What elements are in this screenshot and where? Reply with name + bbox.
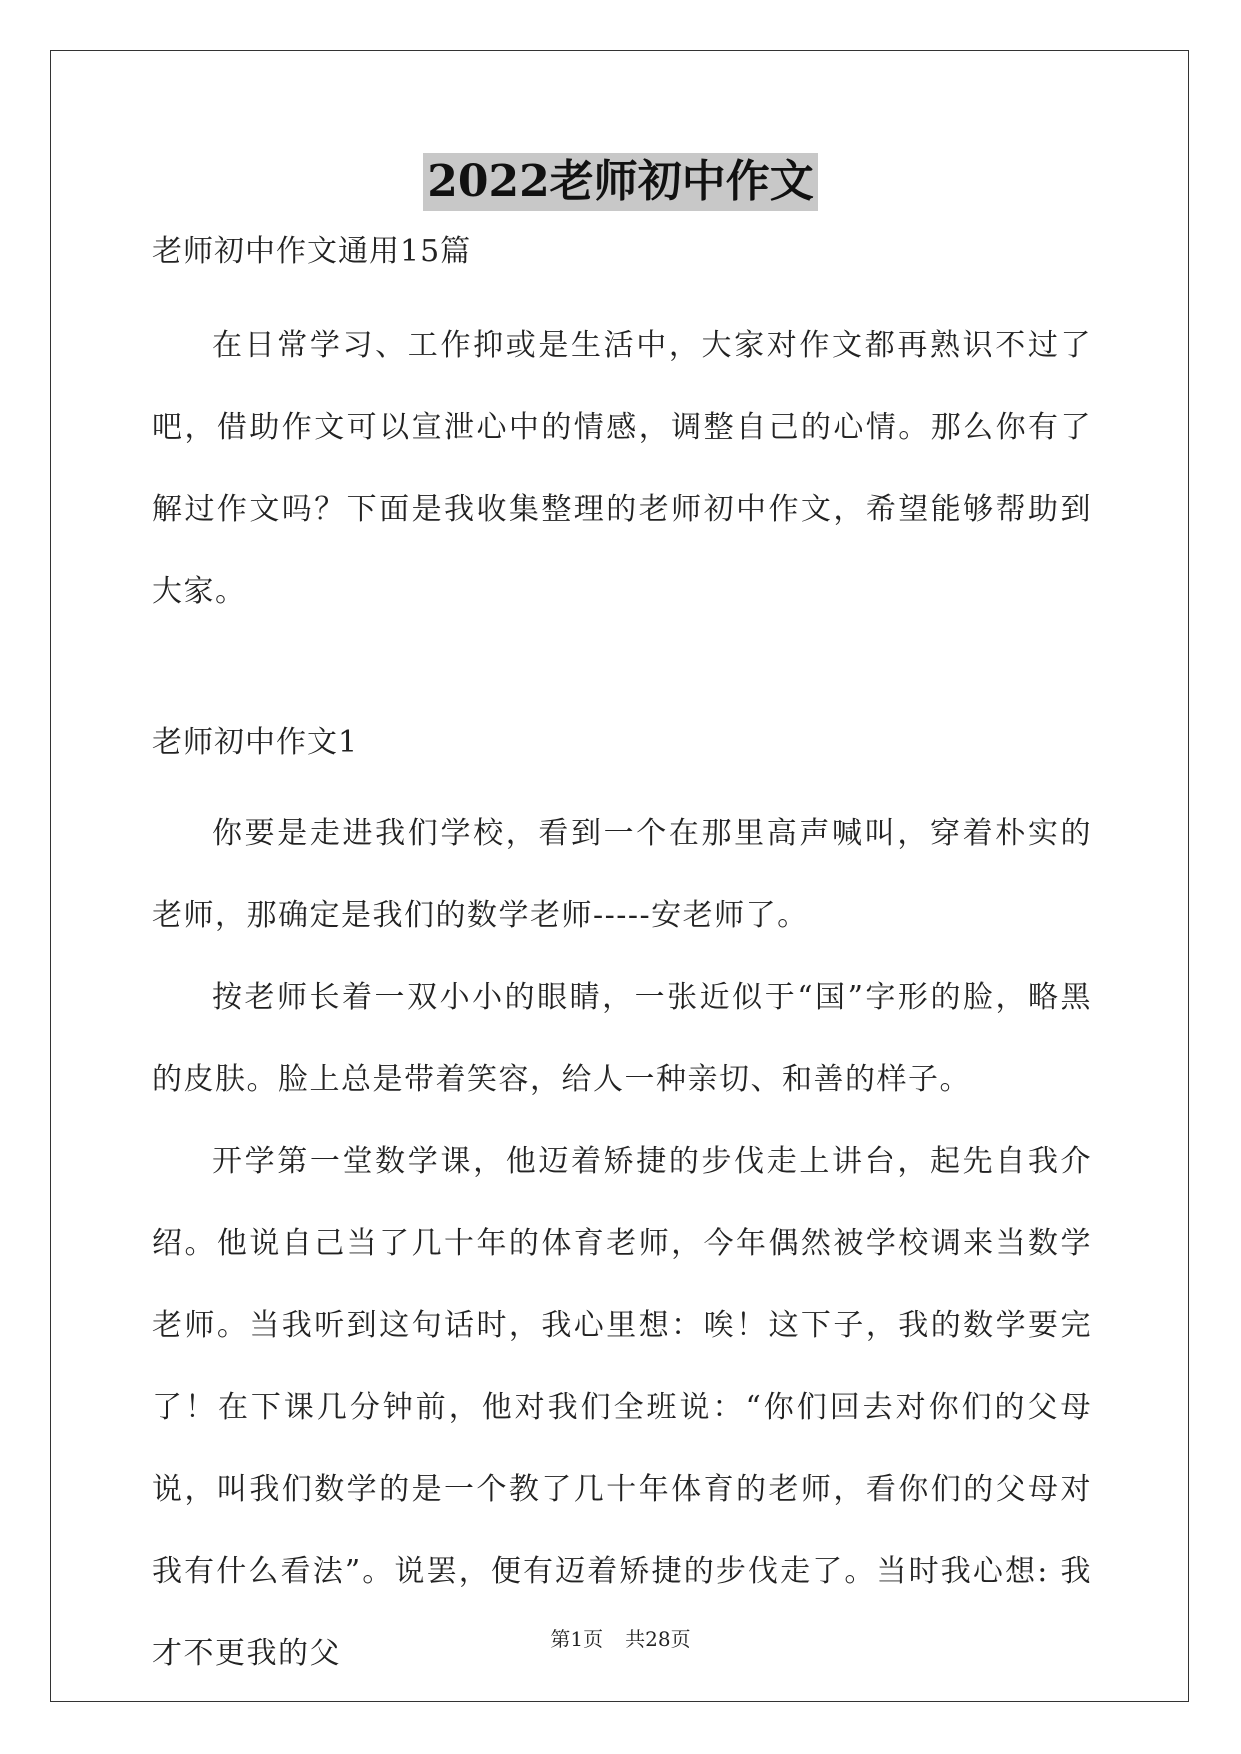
page-number: 第1页	[550, 1627, 604, 1651]
page-total: 共28页	[625, 1627, 691, 1651]
section-body	[152, 793, 1092, 1695]
document-subtitle: 老师初中作文通用15篇	[152, 234, 472, 269]
page-footer	[0, 1626, 1241, 1652]
document-body	[152, 232, 1092, 1695]
document-title: 2022老师初中作文	[423, 153, 817, 211]
section-paragraph: 按老师长着一双小小的眼睛，一张近似于“国”字形的脸，略黑的皮肤。脸上总是带着笑容，给人一种亲切、和善的样子。	[152, 980, 1092, 1097]
section-paragraph: 开学第一堂数学课，他迈着矫捷的步伐走上讲台，起先自我介绍。他说自己当了几十年的体育老师，今年偶然被学校调来当数学老师。当我听到这句话时，我心里想：唉！这下子，我的数学要完了！在下课几分钟前，他对我们全班说：“你们回去对你们的父母说，叫我们数学的是一个教了几十年体育的老师，看你们的父母对我有什么看法”。说罢，便有迈着矫捷的步伐走了。当时我心想: 我才不更我的父	[152, 1144, 1092, 1671]
section-heading: 老师初中作文1	[152, 725, 359, 760]
section-paragraph: 你要是走进我们学校，看到一个在那里高声喊叫，穿着朴实的老师，那确定是我们的数学老师-----安老师了。	[152, 816, 1092, 933]
document-title-container	[0, 153, 1241, 213]
intro-paragraph: 在日常学习、工作抑或是生活中，大家对作文都再熟识不过了吧，借助作文可以宣泄心中的情感，调整自己的心情。那么你有了解过作文吗？下面是我收集整理的老师初中作文，希望能够帮助到大家。	[152, 328, 1092, 609]
